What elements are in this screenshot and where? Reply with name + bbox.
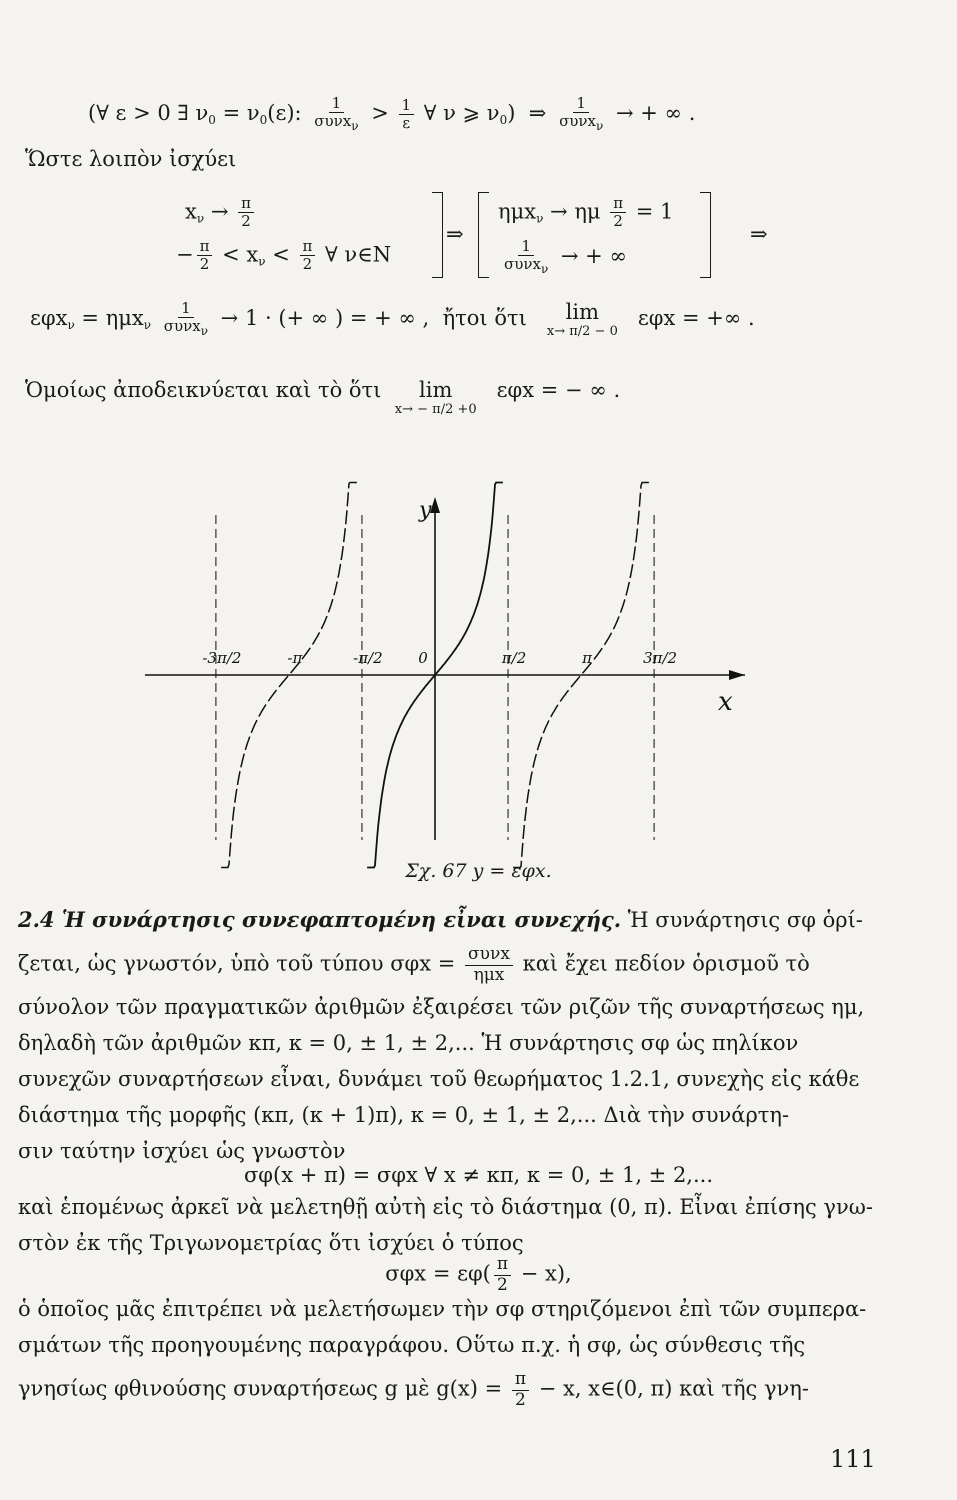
page-number: 111 [830,1445,876,1473]
section-line-1: 2.4 Ἡ συνάρτησις συνεφαπτομένη εἶναι συνεχής. Ἡ συνάρτησις σφ ὁρί- [18,907,863,932]
x-axis-label: x [718,687,733,717]
tangent-graph [0,470,957,870]
section-heading: 2.4 Ἡ συνάρτησις συνεφαπτομένη εἶναι συνεχής. [18,907,622,932]
math-line-tan-neg-limit: Ὁμοίως ἀποδεικνύεται καὶ τὸ ὅτι lim x→ − π/2 +0 εφx = − ∞ . [25,378,621,417]
x-axis-arrow [729,670,745,680]
section-line-2: ζεται, ὡς γνωστόν, ὑπὸ τοῦ τύπου σφx = $\frac{\text{συνx}}{\text{ημx}}$ καὶ ἔχει πεδίον ὁρισμοῦ τὸ [18,944,810,985]
tick-label: 3π/2 [643,649,678,667]
section-line-3: σύνολον τῶν πραγματικῶν ἀριθμῶν ἐξαιρέσει τῶν ριζῶν τῆς συναρτήσεως ημ, [18,995,865,1019]
tick-label: π [582,649,593,667]
equation-cot-tan: σφx = εφ( $\frac{\pi}{2}$ − x), [385,1254,572,1295]
system-implies: ⇒ [446,222,464,246]
system-left-brace [432,192,443,278]
system-right-row1: ημx$_\nu$ → ημ $\frac{\pi}{2}$ = 1 [498,194,674,231]
system-left-row2: − $\frac{\pi}{2}$ < $x_\nu$ < $\frac{\pi}{2}$ ∀ ν∈N [176,237,392,274]
section-line-8: καὶ ἑπομένως ἀρκεῖ νὰ μελετηθῇ αὐτὴ εἰς τὸ διάστημα (0, π). Εἶναι ἐπίσης γνω- [18,1195,873,1219]
tick-label: 0 [418,649,428,667]
equation-cot-period: σφ(x + π) = σφx ∀ x ≠ κπ, κ = 0, ± 1, ± 2,... [243,1163,714,1187]
section-line-11: σμάτων τῆς προηγουμένης παραγράφου. Οὕτω π.χ. ἡ σφ, ὡς σύνθεσις τῆς [18,1333,806,1357]
tick-label: -3π/2 [202,649,242,667]
section-line-7: σιν ταύτην ἰσχύει ὡς γνωστὸν [18,1139,346,1163]
section-line-5: συνεχῶν συναρτήσεων εἶναι, δυνάμει τοῦ θεωρήματος 1.2.1, συνεχὴς εἰς κάθε [18,1067,860,1091]
tick-label: -π [287,649,303,667]
system-right-brace-close [700,192,711,278]
system-left-row1: $x_\nu$ → $\frac{\pi}{2}$ [185,195,257,231]
section-line-9: στὸν ἐκ τῆς Τριγωνομετρίας ὅτι ἰσχύει ὁ τύπος [18,1231,524,1255]
section-line-4: δηλαδὴ τῶν ἀριθμῶν κπ, κ = 0, ± 1, ± 2,... Ἡ συνάρτησις σφ ὡς πηλίκον [18,1031,799,1055]
text-wste: Ὥστε λοιπὸν ἰσχύει [25,147,237,171]
system-right-brace-open [478,192,489,278]
section-line-12: γνησίως φθινούσης συναρτήσεως g μὲ g(x) = $\frac{\pi}{2}$ − x, x∈(0, π) καὶ τῆς γνη- [18,1369,809,1410]
system-implies-right: ⇒ [750,222,768,246]
math-line-epsilon: (∀ ε > 0 ∃ $\nu_0 = \nu_0(\varepsilon)$: $\frac{1}{\sigma\upsilon\nu x_\nu}$ > $\frac{1}{\varepsilon}$ ∀ ν ⩾ $\nu_0$) ⇒ $\frac{1}{\sigma\upsilon\nu x_\nu}$ → + ∞ . [88,94,696,134]
tick-label: π/2 [501,649,527,667]
system-right-row2: $\frac{1}{\sigma\upsilon\nu x_\nu}$ → + ∞ [504,237,627,277]
figure-caption: Σχ. 67 y = εφx. [405,860,552,882]
section-line-6: διάστημα τῆς μορφῆς (κπ, (κ + 1)π), κ = 0, ± 1, ± 2,... Διὰ τὴν συνάρτη- [18,1103,790,1127]
y-axis-arrow [430,497,440,513]
y-axis-label: y [419,498,432,523]
math-line-tan-limit: εφx$_\nu$ = ημx$_\nu$ $\frac{1}{\sigma\upsilon\nu x_\nu}$ → 1 · (+ ∞ ) = + ∞ , ἤτοι ὅτι lim x→ π/2 − 0 εφx = +∞ . [30,299,755,339]
section-line-10: ὁ ὁποῖος μᾶς ἐπιτρέπει νὰ μελετήσωμεν τὴν σφ στηριζόμενοι ἐπὶ τῶν συμπερα- [18,1297,867,1321]
tick-label: -π/2 [353,649,383,667]
